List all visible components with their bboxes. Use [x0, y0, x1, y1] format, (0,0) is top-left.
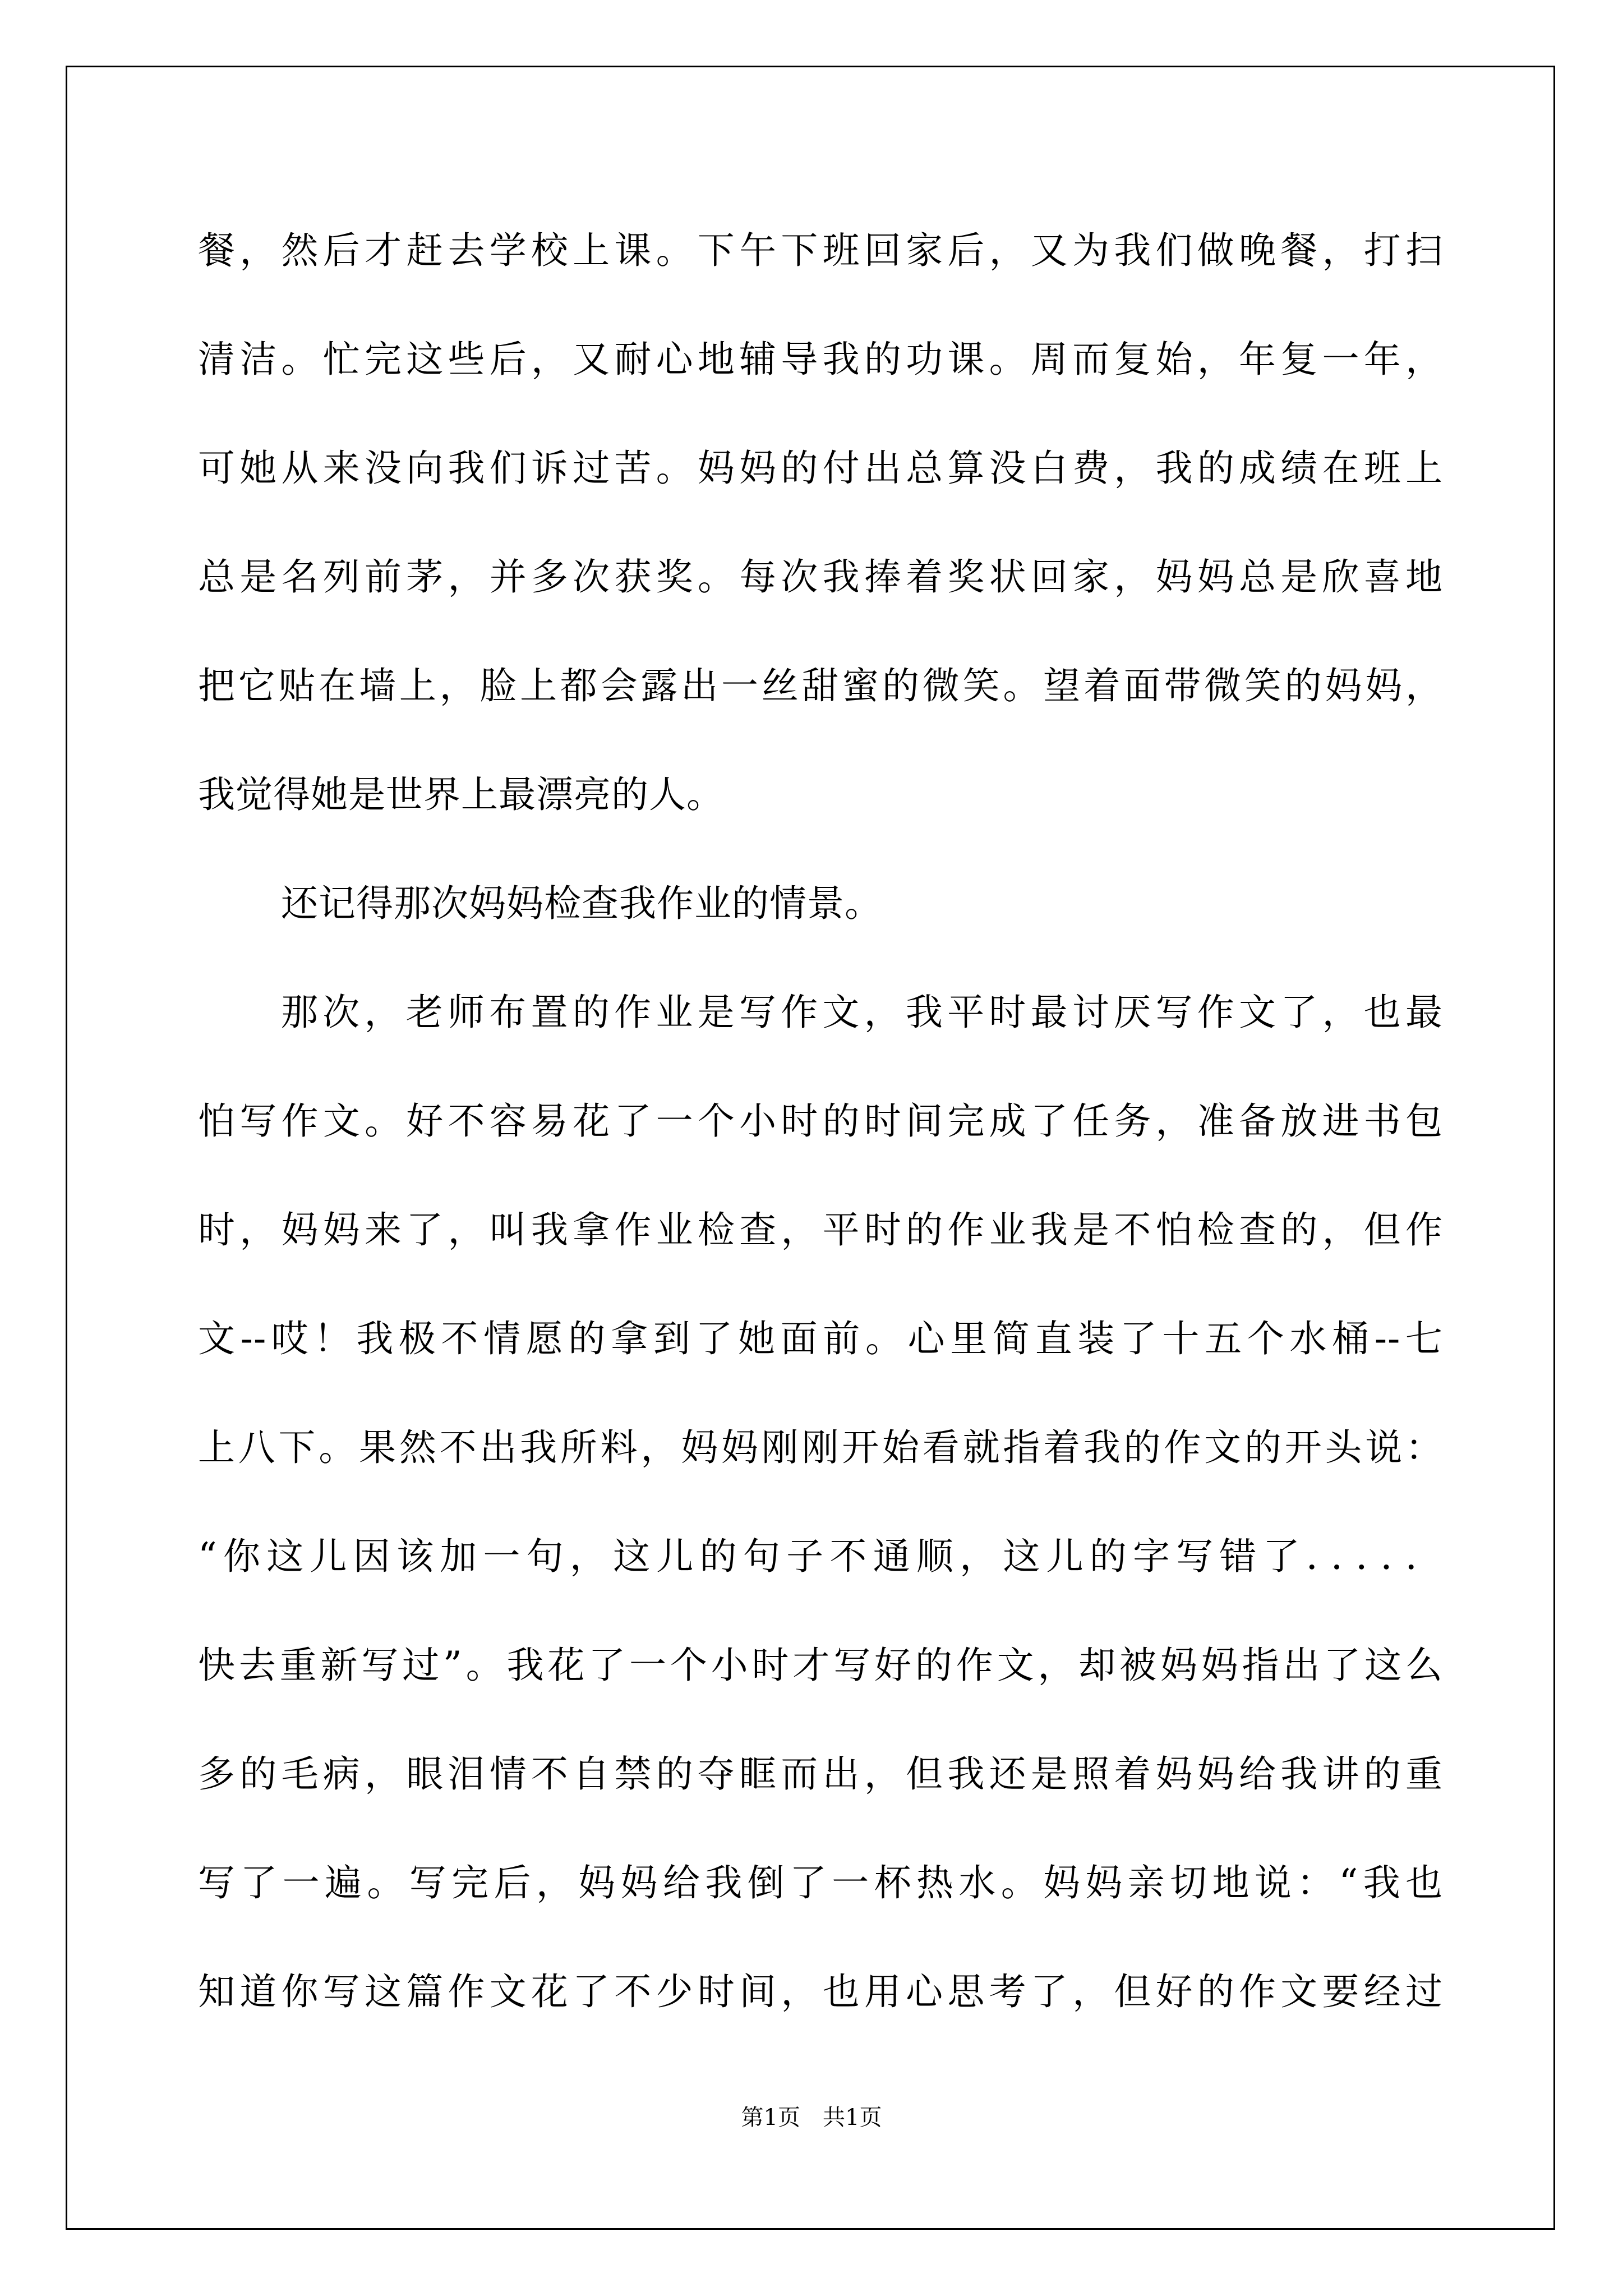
text-line: 时，妈妈来了，叫我拿作业检查，平时的作业我是不怕检查的，但作 [198, 1208, 1443, 1251]
text-line: 我觉得她是世界上最漂亮的人。 [198, 773, 724, 816]
text-line: “你这儿因该加一句，这儿的句子不通顺，这儿的字写错了．．．．． [198, 1535, 1443, 1578]
text-line: 写了一遍。写完后，妈妈给我倒了一杯热水。妈妈亲切地说：“我也 [198, 1861, 1443, 1904]
text-line: 多的毛病，眼泪情不自禁的夺眶而出，但我还是照着妈妈给我讲的重 [198, 1752, 1443, 1796]
paragraph-first-line: 那次，老师布置的作业是写作文，我平时最讨厌写作文了，也最 [281, 991, 1443, 1034]
text-line: 把它贴在墙上，脸上都会露出一丝甜蜜的微笑。望着面带微笑的妈妈， [198, 664, 1443, 707]
text-line: 怕写作文。好不容易花了一个小时的时间完成了任务，准备放进书包 [198, 1099, 1443, 1143]
text-line: 上八下。果然不出我所料，妈妈刚刚开始看就指着我的作文的开头说： [198, 1426, 1443, 1469]
text-line: 总是名列前茅，并多次获奖。每次我捧着奖状回家，妈妈总是欣喜地 [198, 555, 1443, 599]
text-line: 快去重新写过”。我花了一个小时才写好的作文，却被妈妈指出了这么 [198, 1644, 1443, 1687]
text-line: 清洁。忙完这些后，又耐心地辅导我的功课。周而复始，年复一年， [198, 338, 1443, 381]
text-line: 餐，然后才赶去学校上课。下午下班回家后，又为我们做晚餐，打扫 [198, 229, 1443, 272]
paragraph-first-line: 还记得那次妈妈检查我作业的情景。 [281, 882, 882, 925]
text-line: 知道你写这篇作文花了不少时间，也用心思考了，但好的作文要经过 [198, 1970, 1443, 2013]
text-line: 可她从来没向我们诉过苦。妈妈的付出总算没白费，我的成绩在班上 [198, 447, 1443, 490]
text-line: 文--哎！我极不情愿的拿到了她面前。心里简直装了十五个水桶--七 [198, 1317, 1443, 1360]
page-number-footer: 第1页 共1页 [741, 2105, 882, 2131]
